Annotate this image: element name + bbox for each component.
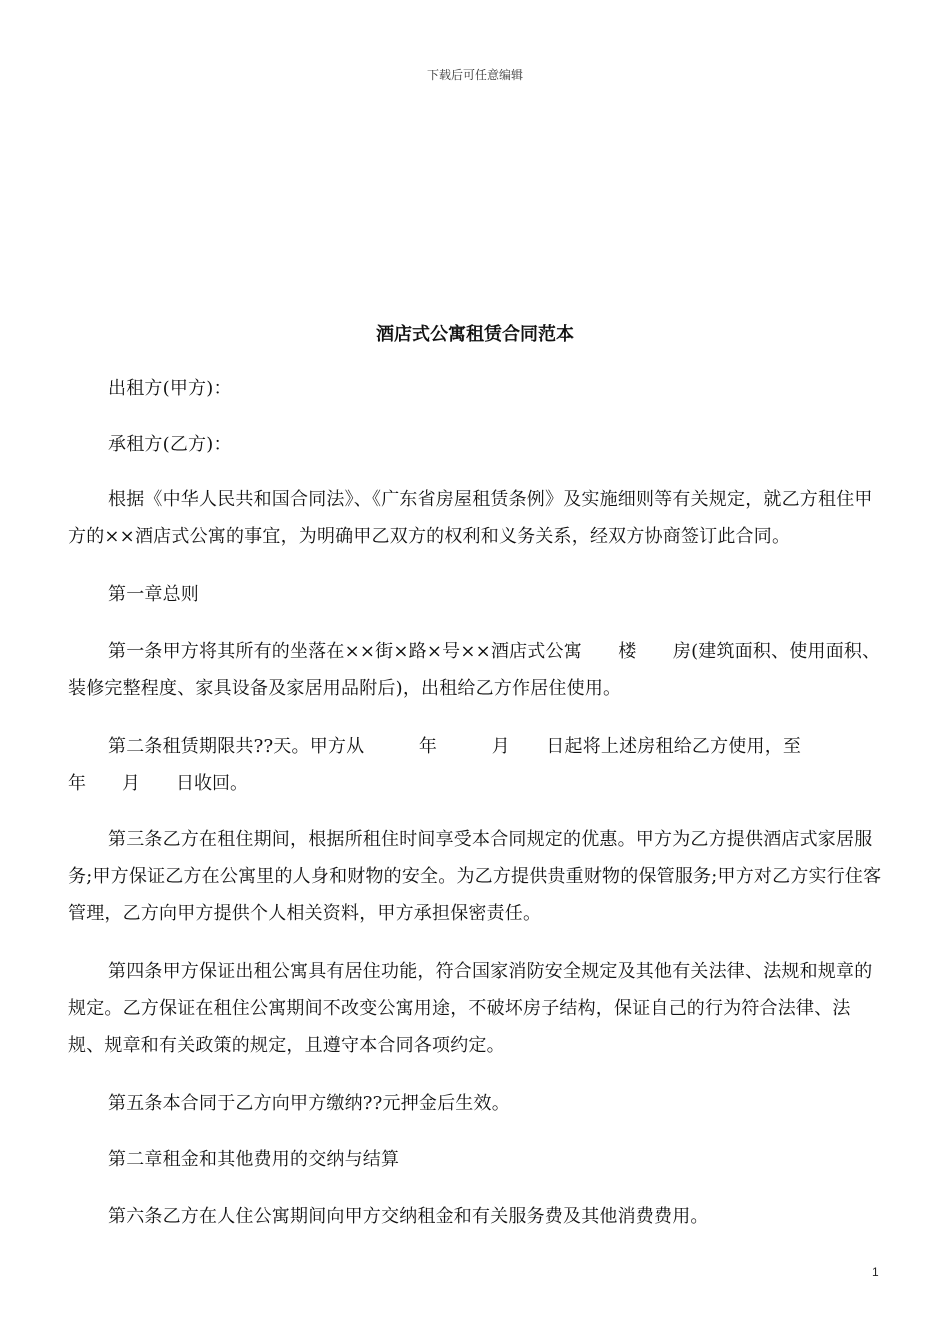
document-title: 酒店式公寓租赁合同范本: [376, 324, 574, 345]
preamble-paragraph: 根据《中华人民共和国合同法》、《广东省房屋租赁条例》及实施细则等有关规定，就乙方租住甲方的××酒店式公寓的事宜，为明确甲乙双方的权利和义务关系，经双方协商签订此合同。: [68, 489, 873, 547]
page-header: 下载后可任意编辑: [426, 68, 523, 82]
article-2-line-2: 年 月 日收回。: [68, 773, 248, 794]
lessor-line: 出租方(甲方)：: [108, 378, 232, 399]
article-5-paragraph: 第五条本合同于乙方向甲方缴纳??元押金后生效。: [108, 1093, 510, 1114]
article-2-line-1: 第二条租赁期限共??天。甲方从 年 月 日起将上述房租给乙方使用，至: [108, 736, 802, 757]
chapter-2-heading: 第二章租金和其他费用的交纳与结算: [108, 1149, 400, 1170]
page-number: 1: [872, 1265, 879, 1279]
chapter-1-heading: 第一章总则: [108, 584, 199, 605]
article-1-paragraph: 第一条甲方将其所有的坐落在××街×路×号××酒店式公寓 楼 房(建筑面积、使用面积、装修完整程度、家具设备及家居用品附后)，出租给乙方作居住使用。: [68, 641, 881, 699]
article-3-paragraph: 第三条乙方在租住期间，根据所租住时间享受本合同规定的优惠。甲方为乙方提供酒店式家居服务;甲方保证乙方在公寓里的人身和财物的安全。为乙方提供贵重财物的保管服务;甲方对乙方实行住客管理，乙方向甲方提供个人相关资料，甲方承担保密责任。: [68, 829, 882, 924]
lessee-line: 承租方(乙方)：: [108, 434, 232, 455]
article-6-paragraph: 第六条乙方在人住公寓期间向甲方交纳租金和有关服务费及其他消费费用。: [108, 1206, 709, 1227]
article-4-paragraph: 第四条甲方保证出租公寓具有居住功能，符合国家消防安全规定及其他有关法律、法规和规章的规定。乙方保证在租住公寓期间不改变公寓用途，不破坏房子结构，保证自己的行为符合法律、法规、规章和有关政策的规定，且遵守本合同各项约定。: [68, 961, 873, 1056]
